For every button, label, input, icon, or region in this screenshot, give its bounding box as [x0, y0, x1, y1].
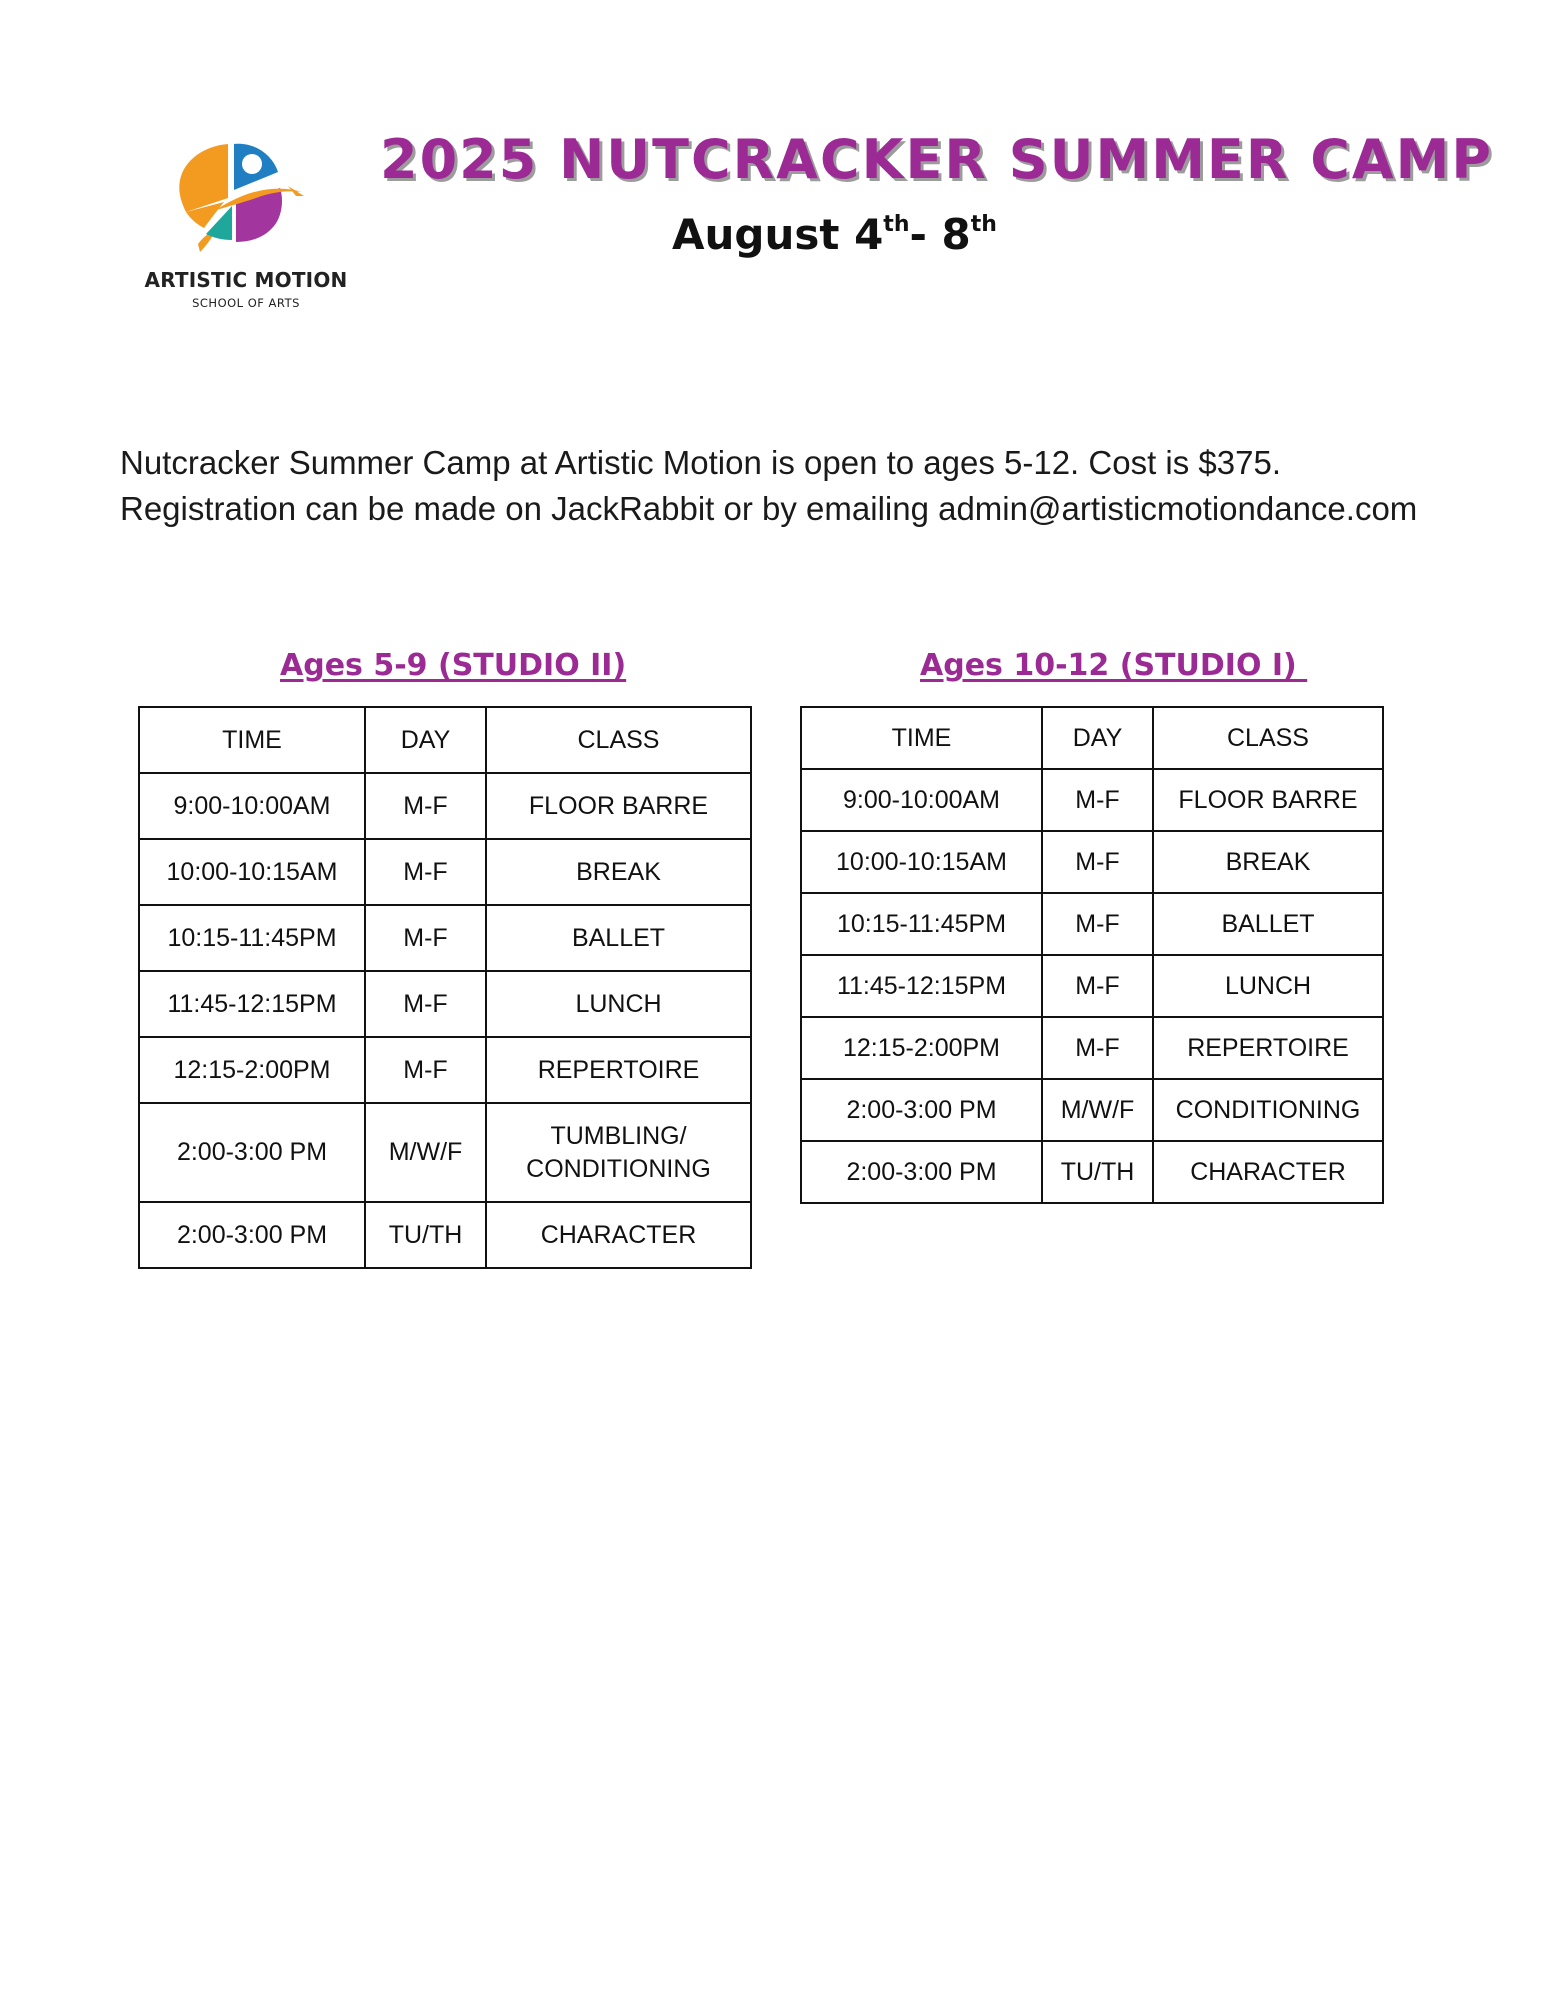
- table-row: [139, 971, 751, 1037]
- time-cell: 10:00-10:15AM: [801, 831, 1042, 893]
- class-cell: CHARACTER: [486, 1202, 751, 1268]
- intro-line-1: Nutcracker Summer Camp at Artistic Motion is open to ages 5-12. Cost is $375.: [120, 444, 1281, 481]
- class-cell: REPERTOIRE: [486, 1037, 751, 1103]
- table-row: [139, 773, 751, 839]
- table-row: [801, 893, 1383, 955]
- day-cell: TU/TH: [365, 1202, 486, 1268]
- class-cell: BREAK: [1153, 831, 1383, 893]
- table-row: [139, 1103, 751, 1202]
- time-cell: 11:45-12:15PM: [801, 955, 1042, 1017]
- day-cell: M-F: [1042, 1017, 1153, 1079]
- class-cell: FLOOR BARRE: [1153, 769, 1383, 831]
- column-header-day: DAY: [1042, 707, 1153, 769]
- class-cell: BALLET: [1153, 893, 1383, 955]
- class-cell: BALLET: [486, 905, 751, 971]
- day-cell: M-F: [365, 773, 486, 839]
- day-cell: M/W/F: [1042, 1079, 1153, 1141]
- day-cell: M-F: [1042, 769, 1153, 831]
- column-header-class: CLASS: [486, 707, 751, 773]
- date-end-suffix: th: [970, 212, 997, 237]
- time-cell: 10:15-11:45PM: [139, 905, 365, 971]
- table-header-row: [801, 707, 1383, 769]
- class-cell: CHARACTER: [1153, 1141, 1383, 1203]
- class-cell-line-1: TUMBLING/: [550, 1121, 687, 1150]
- time-cell: 12:15-2:00PM: [139, 1037, 365, 1103]
- date-start: August 4: [672, 210, 884, 259]
- class-cell: FLOOR BARRE: [486, 773, 751, 839]
- intro-text: [120, 440, 1417, 532]
- date-separator: - 8: [909, 210, 971, 259]
- date-start-suffix: th: [883, 212, 910, 237]
- table-row: [801, 955, 1383, 1017]
- column-header-class: CLASS: [1153, 707, 1383, 769]
- logo: [136, 140, 356, 320]
- group-heading-ages-5-9: Ages 5-9 (STUDIO II): [280, 648, 627, 683]
- table-row: [139, 1202, 751, 1268]
- day-cell: M-F: [365, 971, 486, 1037]
- table-row: [801, 1141, 1383, 1203]
- class-cell: LUNCH: [1153, 955, 1383, 1017]
- artistic-motion-logo-icon: [176, 140, 316, 265]
- class-cell: [486, 1103, 751, 1202]
- time-cell: 10:15-11:45PM: [801, 893, 1042, 955]
- day-cell: M-F: [365, 1037, 486, 1103]
- day-cell: M/W/F: [365, 1103, 486, 1202]
- time-cell: 9:00-10:00AM: [139, 773, 365, 839]
- time-cell: 9:00-10:00AM: [801, 769, 1042, 831]
- camp-dates: [672, 210, 997, 259]
- class-cell-line-2: CONDITIONING: [526, 1154, 711, 1183]
- class-cell: CONDITIONING: [1153, 1079, 1383, 1141]
- time-cell: 2:00-3:00 PM: [801, 1079, 1042, 1141]
- table-row: [801, 831, 1383, 893]
- group-heading-ages-10-12: Ages 10-12 (STUDIO I): [920, 648, 1308, 683]
- table-row: [801, 1079, 1383, 1141]
- class-cell: REPERTOIRE: [1153, 1017, 1383, 1079]
- day-cell: M-F: [365, 839, 486, 905]
- day-cell: M-F: [1042, 893, 1153, 955]
- logo-subtitle: SCHOOL OF ARTS: [192, 296, 300, 310]
- schedule-table-ages-5-9: [138, 706, 752, 1269]
- time-cell: 2:00-3:00 PM: [139, 1202, 365, 1268]
- column-header-time: TIME: [801, 707, 1042, 769]
- table-header-row: [139, 707, 751, 773]
- table-row: [801, 769, 1383, 831]
- table-row: [139, 839, 751, 905]
- day-cell: M-F: [1042, 955, 1153, 1017]
- time-cell: 10:00-10:15AM: [139, 839, 365, 905]
- logo-name: ARTISTIC MOTION: [144, 268, 348, 292]
- class-cell: BREAK: [486, 839, 751, 905]
- column-header-time: TIME: [139, 707, 365, 773]
- table-row: [139, 1037, 751, 1103]
- time-cell: 2:00-3:00 PM: [139, 1103, 365, 1202]
- table-row: [139, 905, 751, 971]
- day-cell: TU/TH: [1042, 1141, 1153, 1203]
- day-cell: M-F: [1042, 831, 1153, 893]
- table-row: [801, 1017, 1383, 1079]
- day-cell: M-F: [365, 905, 486, 971]
- schedule-table-ages-10-12: [800, 706, 1384, 1204]
- class-cell: LUNCH: [486, 971, 751, 1037]
- page-title: 2025 NUTCRACKER SUMMER CAMP: [380, 128, 1493, 191]
- time-cell: 12:15-2:00PM: [801, 1017, 1042, 1079]
- time-cell: 11:45-12:15PM: [139, 971, 365, 1037]
- time-cell: 2:00-3:00 PM: [801, 1141, 1042, 1203]
- column-header-day: DAY: [365, 707, 486, 773]
- intro-line-2: Registration can be made on JackRabbit or by emailing admin@artisticmotiondance.com: [120, 490, 1418, 527]
